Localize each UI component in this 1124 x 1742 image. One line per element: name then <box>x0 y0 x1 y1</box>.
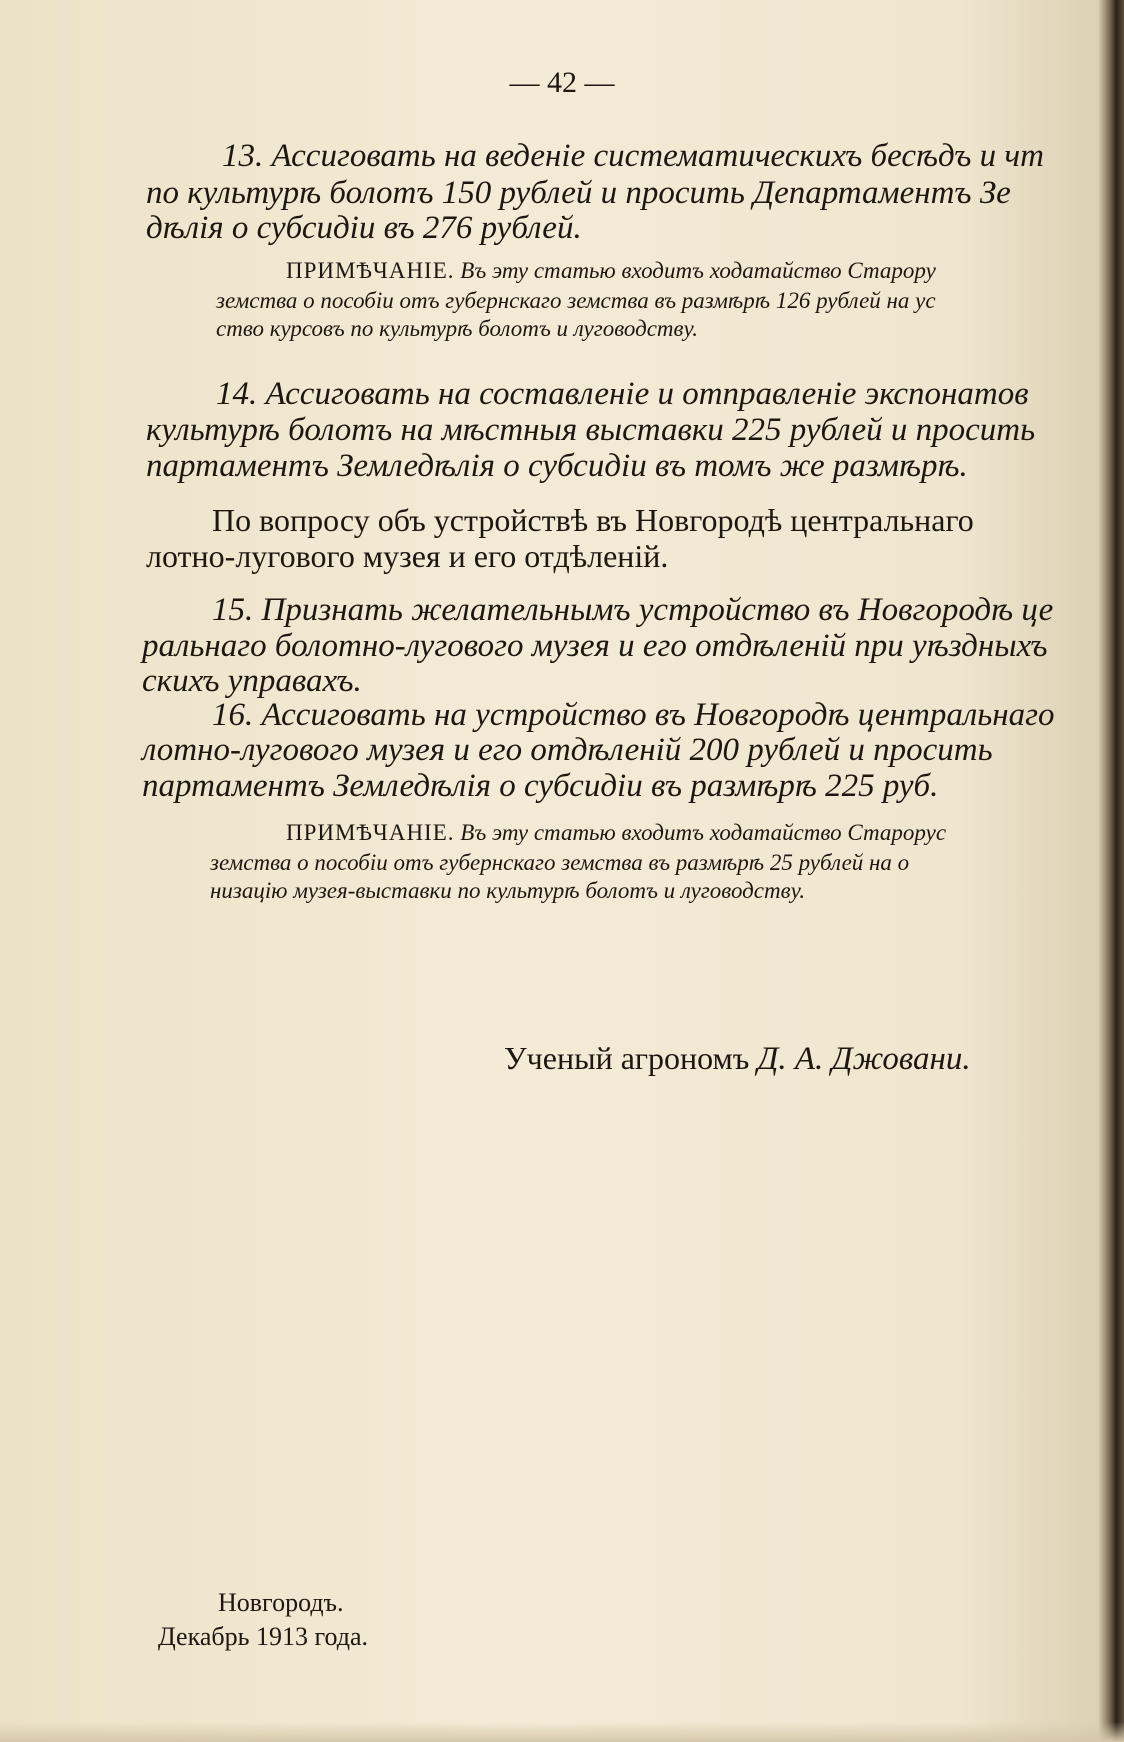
page-edge-shadow <box>1098 0 1124 1742</box>
page-number: — 42 — <box>509 66 615 99</box>
item-13-line-2: по культурѣ болотъ 150 рублей и просить Департаментъ Зе <box>146 175 1011 211</box>
item-14-line-1: 14. Ассиговать на составленіе и отправленіе экспонатов <box>216 376 1029 412</box>
signature-name: Д. А. Джовани. <box>757 1041 971 1077</box>
note-1-text: Въ эту статью входитъ ходатайство Старору <box>460 258 936 283</box>
footer-date: Декабрь 1913 года. <box>158 1622 368 1651</box>
note-1-line-3: ство курсовъ по культурѣ болотъ и луговодству. <box>216 316 699 341</box>
signature-title: Ученый агрономъ <box>504 1040 750 1076</box>
section-heading-line-2: лотно-лугового музея и его отдѣленій. <box>146 538 669 574</box>
note-2-line-3: низацію музея-выставки по культурѣ болотъ и луговодству. <box>210 878 806 903</box>
note-2-line-2: земства о пособіи отъ губернскаго земства въ размѣрѣ 25 рублей на о <box>210 850 910 875</box>
item-16-line-1: 16. Ассиговать на устройство въ Новгородѣ центральнаго <box>212 697 1055 733</box>
page-bottom-edge <box>0 1722 1124 1742</box>
item-16-line-2: лотно-лугового музея и его отдѣленій 200 рублей и просить <box>142 732 993 768</box>
item-15-line-1: 15. Признать желательнымъ устройство въ Новгородѣ це <box>212 592 1054 628</box>
item-14-line-3: партаментъ Земледѣлія о субсидіи въ томъ же размѣрѣ. <box>146 448 968 484</box>
section-heading-line-1: По вопросу объ устройствѣ въ Новгородѣ центральнаго <box>212 502 974 538</box>
signature <box>504 1040 971 1078</box>
note-2-line-1 <box>286 820 946 846</box>
item-13-line-3: дѣлія о субсидіи въ 276 рублей. <box>146 210 582 246</box>
item-13-line-1: 13. Ассиговать на веденіе систематическихъ бесѣдъ и чт <box>222 138 1044 174</box>
note-1-lead: ПРИМѢЧАНІЕ. <box>286 258 455 283</box>
note-2-lead: ПРИМѢЧАНІЕ. <box>286 820 455 845</box>
item-15-line-3: скихъ управахъ. <box>142 663 362 699</box>
note-1-line-1 <box>286 258 936 284</box>
item-14-line-2: культурѣ болотъ на мѣстныя выставки 225 рублей и просить <box>146 412 1036 448</box>
item-16-line-3: партаментъ Земледѣлія о субсидіи въ размѣрѣ 225 руб. <box>142 768 939 804</box>
note-1-line-2: земства о пособіи отъ губернскаго земства въ размѣрѣ 126 рублей на ус <box>216 288 936 313</box>
item-15-line-2: ральнаго болотно-лугового музея и его отдѣленій при уѣздныхъ <box>142 628 1048 664</box>
note-2-text: Въ эту статью входитъ ходатайство Старорус <box>460 820 947 845</box>
footer-place: Новгородъ. <box>218 1588 344 1617</box>
